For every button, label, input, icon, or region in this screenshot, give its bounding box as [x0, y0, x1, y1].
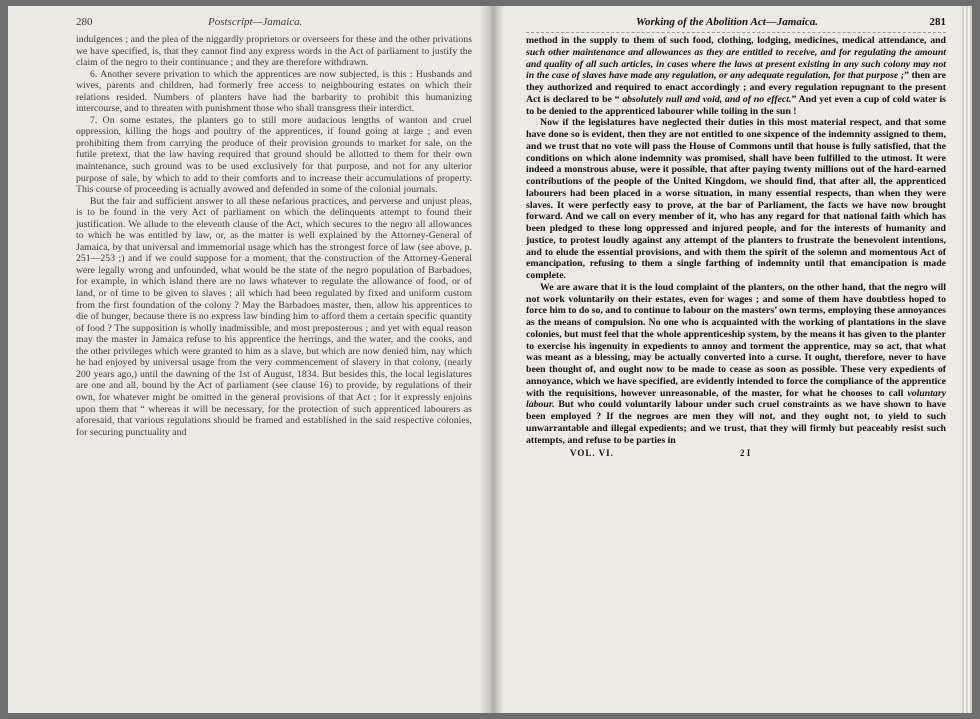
- right-paragraph-1-italic: such other maintenance and allowances as they are entitled to receive, and for regulating the amount and quality of all such articles, in cases where the laws at present existing in any such colony may not in the case of slaves have made any regulation, or any adequate regulation, for that purpose ;: [526, 46, 946, 82]
- right-paragraph-1-italic-2: absolutely null and void, and of no effect.: [622, 93, 792, 105]
- left-page-text: [76, 34, 472, 438]
- left-running-head: [76, 14, 472, 32]
- right-paragraph-1-part-a: method in the supply to them of such food, clothing, lodging, medicines, medical attendance, and: [526, 35, 946, 46]
- right-paragraph-1-part-b: ” then are they authorized and required to enact accordingly ; and every regulation repugnant to the present Act is declared to be “: [526, 70, 946, 105]
- right-paragraph-1: [526, 35, 946, 117]
- signature-line: [526, 448, 946, 460]
- right-paragraph-1-part-c: ” And yet even a cup of cold water is to be denied to the apprenticed labourer while toiling in the sun !: [526, 93, 946, 117]
- left-running-title: Postscript—Jamaica.: [208, 16, 303, 28]
- left-paragraph-2: 6. Another severe privation to which the apprentices are now subjected, is this : Husbands and wives, parents and children, had formerly free access to neighbouring estates on which their relations resided. Numbers of planters have had the barbarity to prohibit this humanizing intercourse, and to threaten with punishment those who shall transgress their interdict.: [76, 68, 472, 115]
- right-paragraph-3: [526, 282, 946, 447]
- left-paragraph-4: But the fair and sufficient answer to all these nefarious practices, and perverse and unjust pleas, is to be found in the very Act of parliament on which the delinquents attempt to found their justification. We allude to the eleventh clause of the Act, which secures to the negro all allowances to which he was entitled by law, or, as the matter is well explained by the Attorney-General of Jamaica, by that universal and immemorial usage which has the strongest force of law (see above, p. 251—253 ;) and if we could suppose for a moment, that the construction of the Attorney-General were legally wrong and unfounded, what would be the state of the negro population of Barbadoes, for example, in which island there are no laws whatever to regulate the allowance of food, or of land, or of time to be given to slaves ; all which had been regulated by fixed and uniform custom from the first foundation of the colony ? May the Barbadoes master, then, allow his apprentices to die of hunger, because there is no express law binding him to afford them a certain specific quantity of food ? The supposition is wholly inadmissible, and most preposterous ; and yet with equal reason may the master in Jamaica refuse to his apprentice the herrings, and the water, and the cooks, and the other privileges which were granted to him as a slave, but which are now denied him, nay which he had enjoyed by universal usage from the very commencement of slavery in that colony, (nearly 200 years ago,) until the dawning of the 1st of August, 1834. But besides this, the local legislatures are one and all, bound by the Act of parliament (see clause 16) to provide, by regulations of their own, for whatever might be omitted in the general provisions of that Act ; for it expressly enjoins upon them that “ whereas it will be necessary, for the protection of such apprenticed labourers as aforesaid, that various regulations should be framed and established in the said respective colonies, for securing punctuality and: [76, 195, 472, 438]
- right-page-text: [526, 35, 946, 446]
- volume-label: VOL. VI.: [570, 448, 614, 459]
- left-paragraph-3: 7. On some estates, the planters go to still more audacious lengths of wanton and cruel oppression, killing the hogs and poultry of the apprentices, if found going at large ; and even prohibiting them from carrying the produce of their provision grounds to market for sale, on the futile pretext, that the law having required that ground should be allotted to them for their own maintenance, such ground was to be used exclusively for that purpose, and not for any ulterior purpose of sale, by which to add to their comforts and to increase their accumulations of property. This course of proceeding is actually avowed and defended in some of the colonial journals.: [76, 114, 472, 196]
- right-paragraph-3-part-b: But who could voluntarily labour under such cruel constraints as we have shown to have been employed ? If the negroes are men they will not, and they ought not, to yield to such unwarrantable and illegal expedients; and we trust, that they will firmly but peaceably resist such attempts, and refuse to be parties in: [526, 399, 946, 446]
- right-running-head: [526, 14, 946, 33]
- left-page-number: 280: [76, 16, 93, 28]
- right-page-number: 281: [929, 16, 946, 28]
- right-paragraph-2: Now if the legislatures have neglected their duties in this most material respect, and that some have done so is evident, then they are not entitled to one sixpence of the indemnity assigned to them, and we trust that no vote will pass the House of Commons until that house is fully satisfied, that the conditions on which alone indemnity was promised, shall have been fulfilled to the utmost. It were indeed a monstrous abuse, were it possible, that after paying twenty millions out of the hard-earned contributions of the people of the United Kingdom, we should find, that after all, the apprenticed labourers had been placed in a worse situation, in many essential respects, than when they were slaves. It were perfectly easy to prove, at the bar of Parliament, the facts we have now brought forward. And we call on every member of it, who has any regard for that national faith which has been pledged to these long oppressed and injured people, and for the interests of humanity and justice, to protest loudly against any attempt of the planters to frustrate the benevolent intentions, and to elude the essential provisions, and with them the spirit of the solemn and momentous Act of emancipation, refusing to them a single farthing of indemnity until that emancipation is made complete.: [526, 117, 946, 281]
- right-running-title: Working of the Abolition Act—Jamaica.: [636, 16, 819, 28]
- right-page: [486, 6, 972, 713]
- left-paragraph-1: indulgences ; and the plea of the niggardly proprietors or overseers for these and the other privations we have specified, is, that they cannot find any express words in the Act of parliament to justify the claim of the negro to their continuance ; and they are therefore withdrawn.: [76, 34, 472, 69]
- right-paragraph-3-italic: voluntary labour.: [526, 387, 946, 411]
- right-paragraph-3-part-a: We are aware that it is the loud complaint of the planters, on the other hand, that the negro will not work voluntarily on their estates, even for wages ; and some of them have doubtless hoped to force him to do so, and to continue to labour on the masters’ own terms, employing these annoyances as the means of compulsion. No one who is acquainted with the working of plantations in the slave colonies, but must feel that the whole apprenticeship system, by the means it has given to the planter to exercise his ingenuity in expedients to annoy and torment the apprentice, may so act, that what was meant as a blessing, may be actually converted into a curse. It ought, therefore, never to have been thought of, and ought now to be made to cease as soon as possible. These very expedients of annoyance, which we have specified, are evidently intended to force the compliance of the apprentice with the requisitions, however unreasonable, of the master, for what he chooses to call: [526, 281, 946, 399]
- signature-mark: 2 I: [740, 448, 751, 459]
- left-page: [8, 6, 486, 713]
- book-spread: [8, 6, 972, 713]
- page-edge: [962, 6, 972, 713]
